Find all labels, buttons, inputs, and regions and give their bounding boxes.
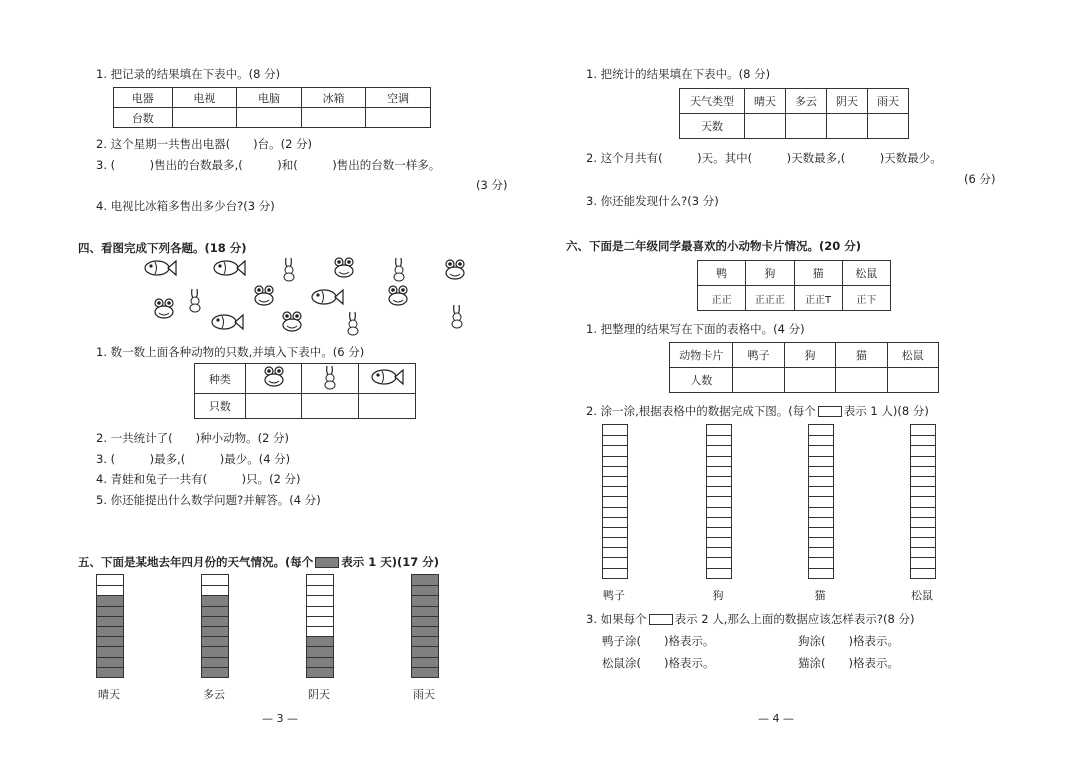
- weather-row-label: 天数: [680, 114, 745, 139]
- bar-cell[interactable]: [707, 456, 731, 466]
- bar-cell: [202, 585, 228, 595]
- empty-cell-key: [818, 406, 842, 417]
- bar-cell[interactable]: [707, 496, 731, 506]
- fish-icon: [212, 258, 246, 278]
- bar-cell[interactable]: [603, 496, 627, 506]
- appliance-header-4: 空调: [366, 88, 431, 108]
- bar-cell[interactable]: [809, 507, 833, 517]
- bar-cell[interactable]: [707, 568, 731, 578]
- bar-cell[interactable]: [809, 476, 833, 486]
- weather-bar-0: [96, 574, 124, 678]
- bar-cell[interactable]: [707, 435, 731, 445]
- frog-icon: [443, 258, 467, 282]
- bar-cell[interactable]: [707, 466, 731, 476]
- section-4-title: 四、看图完成下列各题。(18 分): [78, 241, 247, 255]
- bar-cell: [412, 585, 438, 595]
- bar-cell: [202, 657, 228, 667]
- bar-cell[interactable]: [809, 547, 833, 557]
- bar-cell: [97, 616, 123, 626]
- bar-cell[interactable]: [707, 517, 731, 527]
- pet-bar-2[interactable]: [808, 424, 834, 579]
- bar-cell: [202, 636, 228, 646]
- answer-cell[interactable]: [786, 114, 827, 139]
- weather-bar-2: [306, 574, 334, 678]
- rabbit-icon: [448, 303, 466, 329]
- bar-cell[interactable]: [707, 537, 731, 547]
- bar-cell: [97, 585, 123, 595]
- bar-cell: [97, 646, 123, 656]
- fish-icon: [310, 287, 344, 307]
- appliance-header-2: 电脑: [237, 88, 302, 108]
- q3-points: (3 分): [476, 178, 508, 192]
- bar-cell[interactable]: [809, 568, 833, 578]
- bar-cell: [307, 616, 333, 626]
- bar-cell[interactable]: [809, 425, 833, 435]
- bar-cell[interactable]: [603, 445, 627, 455]
- bar-cell[interactable]: [603, 527, 627, 537]
- bar-cell: [307, 595, 333, 605]
- section-5-title-pre: 五、下面是某地去年四月份的天气情况。(每个: [78, 555, 314, 569]
- bar-cell: [307, 646, 333, 656]
- bar-cell[interactable]: [603, 568, 627, 578]
- bar-cell[interactable]: [809, 527, 833, 537]
- bar-cell: [307, 626, 333, 636]
- bar-cell: [97, 606, 123, 616]
- animal-count-table: [194, 363, 416, 419]
- bar-cell: [412, 657, 438, 667]
- filled-cell-key: [315, 557, 339, 568]
- weather-bar-label: 阴天: [308, 688, 330, 701]
- bar-cell[interactable]: [603, 476, 627, 486]
- bar-cell: [202, 626, 228, 636]
- bar-cell[interactable]: [603, 507, 627, 517]
- pet-bar-label: 松鼠: [911, 589, 933, 602]
- weather-bar-label: 多云: [203, 688, 225, 701]
- answer-cell[interactable]: [887, 368, 938, 393]
- q2-text: 2. 这个星期一共售出电器( )台。(2 分): [96, 137, 313, 151]
- page-number-right: — 4 —: [758, 712, 794, 725]
- bar-cell[interactable]: [707, 486, 731, 496]
- weather-bar-label: 晴天: [98, 688, 120, 701]
- bar-cell[interactable]: [911, 435, 935, 445]
- appliance-header-1: 电视: [172, 88, 237, 108]
- bar-cell[interactable]: [911, 507, 935, 517]
- bar-cell[interactable]: [603, 466, 627, 476]
- pet-header-4: 松鼠: [887, 343, 938, 368]
- bar-cell: [412, 667, 438, 677]
- bar-cell[interactable]: [707, 527, 731, 537]
- answer-cat: 猫涂( )格表示。: [798, 656, 899, 670]
- bar-cell: [307, 636, 333, 646]
- bar-cell: [307, 667, 333, 677]
- r-q1-prompt: 1. 把统计的结果填在下表中。(8 分): [586, 67, 771, 81]
- weather-type-table: [679, 88, 909, 139]
- bar-cell[interactable]: [911, 537, 935, 547]
- bar-cell: [202, 646, 228, 656]
- bar-cell[interactable]: [911, 568, 935, 578]
- answer-cell[interactable]: [302, 394, 359, 419]
- sec6-q2-post: 表示 1 人)(8 分): [843, 404, 929, 418]
- q1-prompt: 1. 把记录的结果填在下表中。(8 分): [96, 67, 281, 81]
- animal-table-count-label: 只数: [195, 394, 246, 419]
- bar-cell[interactable]: [809, 466, 833, 476]
- empty-cell-key: [649, 614, 673, 625]
- pet-header-2: 狗: [784, 343, 835, 368]
- bar-cell[interactable]: [809, 537, 833, 547]
- bar-cell[interactable]: [603, 425, 627, 435]
- bar-cell[interactable]: [809, 445, 833, 455]
- bar-cell[interactable]: [911, 496, 935, 506]
- bar-cell[interactable]: [809, 486, 833, 496]
- bar-cell[interactable]: [603, 486, 627, 496]
- pet-bar-3[interactable]: [910, 424, 936, 579]
- answer-cell[interactable]: [172, 108, 237, 128]
- bar-cell[interactable]: [809, 517, 833, 527]
- animal-table-frog: [245, 364, 302, 394]
- bar-cell[interactable]: [707, 476, 731, 486]
- bar-cell[interactable]: [911, 557, 935, 567]
- bar-cell: [412, 626, 438, 636]
- bar-cell: [307, 585, 333, 595]
- bar-cell: [307, 657, 333, 667]
- bar-cell: [97, 595, 123, 605]
- sec6-q3-text: [586, 611, 914, 627]
- pet-row-label: 人数: [670, 368, 733, 393]
- bar-cell[interactable]: [809, 435, 833, 445]
- bar-cell[interactable]: [603, 547, 627, 557]
- bar-cell[interactable]: [707, 425, 731, 435]
- answer-squirrel: 松鼠涂( )格表示。: [602, 656, 715, 670]
- weather-header-2: 多云: [786, 89, 827, 114]
- sec4-q1-text: 1. 数一数上面各种动物的只数,并填入下表中。(6 分): [96, 345, 365, 359]
- bar-cell: [202, 667, 228, 677]
- frog-icon: [386, 284, 410, 308]
- sec6-q3-pre: 3. 如果每个: [586, 612, 647, 626]
- bar-cell[interactable]: [911, 476, 935, 486]
- tally-header-1: 狗: [746, 261, 794, 286]
- bar-cell[interactable]: [603, 557, 627, 567]
- answer-cell[interactable]: [366, 108, 431, 128]
- bar-cell[interactable]: [707, 547, 731, 557]
- bar-cell[interactable]: [911, 547, 935, 557]
- answer-cell[interactable]: [237, 108, 302, 128]
- tally-header-3: 松鼠: [842, 261, 890, 286]
- bar-cell[interactable]: [603, 456, 627, 466]
- weather-header-0: 天气类型: [680, 89, 745, 114]
- answer-cell[interactable]: [733, 368, 784, 393]
- answer-cell[interactable]: [359, 394, 416, 419]
- bar-cell: [412, 646, 438, 656]
- bar-cell: [307, 606, 333, 616]
- pet-header-0: 动物卡片: [670, 343, 733, 368]
- frog-icon: [152, 297, 176, 321]
- fish-icon: [370, 367, 404, 387]
- tally-table: [697, 260, 891, 311]
- section-5-title-post: 表示 1 天)(17 分): [341, 555, 440, 569]
- bar-cell[interactable]: [911, 456, 935, 466]
- weather-header-4: 雨天: [868, 89, 909, 114]
- appliance-header-3: 冰箱: [301, 88, 366, 108]
- pet-header-1: 鸭子: [733, 343, 784, 368]
- bar-cell[interactable]: [603, 517, 627, 527]
- bar-cell[interactable]: [707, 445, 731, 455]
- tally-marks-0: 正正: [698, 286, 746, 311]
- q3-text: 3. ( )售出的台数最多,( )和( )售出的台数一样多。: [96, 158, 441, 172]
- pet-bar-label: 鸭子: [603, 589, 625, 602]
- weather-bar-3: [411, 574, 439, 678]
- r-q2-text: 2. 这个月共有( )天。其中( )天数最多,( )天数最少。: [586, 151, 942, 165]
- page-number-left: — 3 —: [262, 712, 298, 725]
- tally-marks-2: 正正T: [794, 286, 842, 311]
- sec4-q3-text: 3. ( )最多,( )最少。(4 分): [96, 452, 291, 466]
- bar-cell: [412, 636, 438, 646]
- weather-bar-label: 雨天: [413, 688, 435, 701]
- bar-cell[interactable]: [707, 507, 731, 517]
- section-6-title: 六、下面是二年级同学最喜欢的小动物卡片情况。(20 分): [566, 239, 862, 253]
- sec6-q1-text: 1. 把整理的结果写在下面的表格中。(4 分): [586, 322, 805, 336]
- bar-cell[interactable]: [911, 425, 935, 435]
- bar-cell: [412, 606, 438, 616]
- bar-cell[interactable]: [603, 435, 627, 445]
- sec4-q2-text: 2. 一共统计了( )种小动物。(2 分): [96, 431, 290, 445]
- bar-cell[interactable]: [603, 537, 627, 547]
- rabbit-icon: [186, 287, 204, 313]
- pet-bar-label: 猫: [814, 589, 826, 602]
- appliance-row-label: 台数: [114, 108, 173, 128]
- bar-cell: [97, 626, 123, 636]
- bar-cell[interactable]: [911, 517, 935, 527]
- frog-icon: [280, 310, 304, 334]
- sec6-q2-pre: 2. 涂一涂,根据表格中的数据完成下图。(每个: [586, 404, 816, 418]
- bar-cell: [97, 667, 123, 677]
- pet-bar-label: 狗: [712, 589, 724, 602]
- bar-cell: [412, 616, 438, 626]
- pet-bar-1[interactable]: [706, 424, 732, 579]
- tally-marks-1: 正正正: [746, 286, 794, 311]
- bar-cell: [412, 595, 438, 605]
- bar-cell: [412, 575, 438, 585]
- weather-header-3: 阴天: [827, 89, 868, 114]
- bar-cell: [97, 575, 123, 585]
- answer-cell[interactable]: [784, 368, 835, 393]
- bar-cell: [307, 575, 333, 585]
- sec6-q3-post: 表示 2 人,那么上面的数据应该怎样表示?(8 分): [674, 612, 915, 626]
- section-5-title: [78, 554, 439, 570]
- answer-cell[interactable]: [827, 114, 868, 139]
- bar-cell: [97, 657, 123, 667]
- answer-duck: 鸭子涂( )格表示。: [602, 634, 715, 648]
- bar-cell[interactable]: [911, 445, 935, 455]
- sec4-q5-text: 5. 你还能提出什么数学问题?并解答。(4 分): [96, 493, 321, 507]
- bar-cell: [202, 616, 228, 626]
- bar-cell: [202, 606, 228, 616]
- rabbit-icon: [390, 256, 408, 282]
- bar-cell[interactable]: [809, 456, 833, 466]
- weather-bar-1: [201, 574, 229, 678]
- bar-cell: [97, 636, 123, 646]
- bar-cell[interactable]: [809, 557, 833, 567]
- pet-header-3: 猫: [836, 343, 887, 368]
- fish-icon: [143, 258, 177, 278]
- page-right: [540, 0, 1080, 764]
- r-q3-text: 3. 你还能发现什么?(3 分): [586, 194, 719, 208]
- r-q2-points: (6 分): [964, 172, 996, 186]
- answer-cell[interactable]: [301, 108, 366, 128]
- sec6-q2-text: [586, 403, 929, 419]
- answer-cell[interactable]: [836, 368, 887, 393]
- pet-bar-0[interactable]: [602, 424, 628, 579]
- rabbit-icon: [344, 310, 362, 336]
- tally-header-2: 猫: [794, 261, 842, 286]
- bar-cell[interactable]: [911, 527, 935, 537]
- q4-text: 4. 电视比冰箱多售出多少台?(3 分): [96, 199, 275, 213]
- rabbit-icon: [280, 256, 298, 282]
- bar-cell[interactable]: [707, 557, 731, 567]
- answer-cell[interactable]: [868, 114, 909, 139]
- bar-cell: [202, 575, 228, 585]
- fish-icon: [210, 312, 244, 332]
- bar-cell: [202, 595, 228, 605]
- frog-icon: [252, 284, 276, 308]
- appliance-header-0: 电器: [114, 88, 173, 108]
- pet-card-table: [669, 342, 939, 393]
- frog-icon: [332, 256, 356, 280]
- animal-table-rabbit: [302, 364, 359, 394]
- sec4-q4-text: 4. 青蛙和兔子一共有( )只。(2 分): [96, 472, 301, 486]
- bar-cell[interactable]: [911, 466, 935, 476]
- bar-cell[interactable]: [911, 486, 935, 496]
- bar-cell[interactable]: [809, 496, 833, 506]
- answer-cell[interactable]: [745, 114, 786, 139]
- answer-cell[interactable]: [245, 394, 302, 419]
- appliance-table: [113, 87, 431, 128]
- animal-table-fish: [359, 364, 416, 394]
- weather-header-1: 晴天: [745, 89, 786, 114]
- tally-header-0: 鸭: [698, 261, 746, 286]
- frog-icon: [262, 365, 286, 389]
- tally-marks-3: 正下: [842, 286, 890, 311]
- rabbit-icon: [321, 364, 339, 390]
- answer-dog: 狗涂( )格表示。: [798, 634, 899, 648]
- animal-table-kind-label: 种类: [195, 364, 246, 394]
